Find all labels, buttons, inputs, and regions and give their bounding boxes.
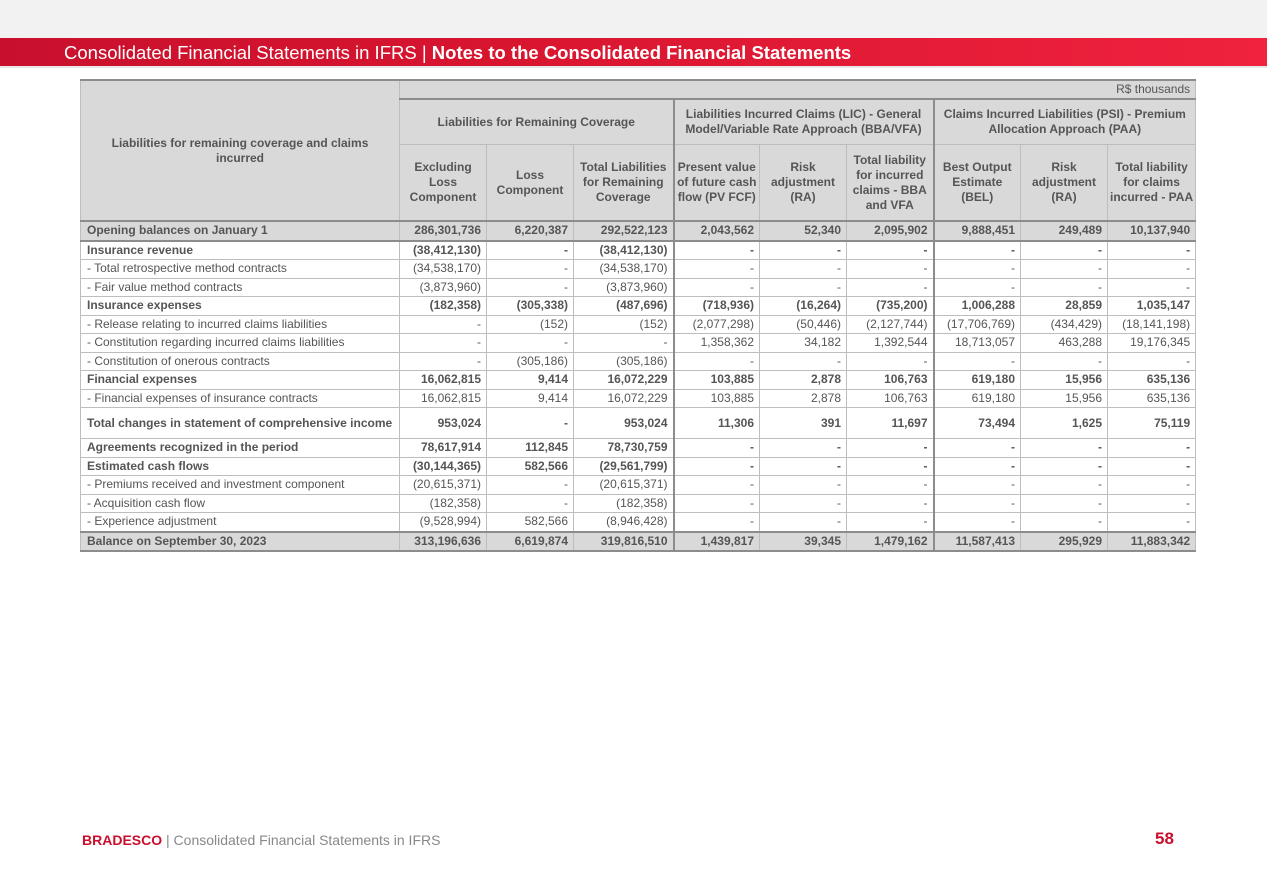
table-cell: 9,414: [487, 371, 574, 390]
financial-table: [80, 79, 1196, 552]
table-row: [81, 297, 1196, 316]
table-cell: -: [487, 476, 574, 495]
table-cell: 1,006,288: [934, 297, 1021, 316]
column-header: Total Liabilities for Remaining Coverage: [574, 145, 674, 222]
row-label: - Release relating to incurred claims liabilities: [81, 315, 400, 334]
table-cell: 582,566: [487, 513, 574, 532]
row-label: - Experience adjustment: [81, 513, 400, 532]
brand-name: BRADESCO: [82, 832, 163, 848]
table-cell: 11,587,413: [934, 532, 1021, 552]
column-header: Loss Component: [487, 145, 574, 222]
table-cell: 619,180: [934, 389, 1021, 408]
table-cell: -: [847, 476, 934, 495]
table-cell: -: [487, 278, 574, 297]
table-cell: -: [674, 260, 760, 279]
table-cell: -: [1108, 494, 1196, 513]
table-row: [81, 241, 1196, 260]
table-cell: 1,439,817: [674, 532, 760, 552]
table-cell: -: [760, 513, 847, 532]
table-cell: 2,095,902: [847, 221, 934, 241]
table-cell: 582,566: [487, 457, 574, 476]
table-cell: (50,446): [760, 315, 847, 334]
table-cell: -: [760, 439, 847, 458]
footer-text: BRADESCO | Consolidated Financial Statements in IFRS: [82, 832, 441, 848]
table-row: [81, 513, 1196, 532]
table-cell: (735,200): [847, 297, 934, 316]
table-cell: -: [487, 408, 574, 439]
table-cell: (305,186): [487, 352, 574, 371]
table-cell: -: [934, 476, 1021, 495]
table-cell: -: [674, 476, 760, 495]
column-header: Risk adjustment (RA): [1021, 145, 1108, 222]
table-cell: -: [847, 352, 934, 371]
row-label: - Constitution of onerous contracts: [81, 352, 400, 371]
table-cell: 11,697: [847, 408, 934, 439]
table-cell: 78,617,914: [400, 439, 487, 458]
table-cell: 295,929: [1021, 532, 1108, 552]
table-row: [81, 334, 1196, 353]
table-cell: -: [487, 260, 574, 279]
table-cell: -: [1108, 278, 1196, 297]
table-cell: 78,730,759: [574, 439, 674, 458]
row-label: - Total retrospective method contracts: [81, 260, 400, 279]
column-header: Total liability for claims incurred - PAA: [1108, 145, 1196, 222]
table-cell: 106,763: [847, 389, 934, 408]
table-cell: (38,412,130): [400, 241, 487, 260]
table-cell: 11,306: [674, 408, 760, 439]
row-label: - Acquisition cash flow: [81, 494, 400, 513]
table-cell: -: [1021, 241, 1108, 260]
table-cell: (34,538,170): [574, 260, 674, 279]
table-cell: 106,763: [847, 371, 934, 390]
table-cell: 15,956: [1021, 371, 1108, 390]
table-cell: -: [487, 241, 574, 260]
table-cell: (182,358): [574, 494, 674, 513]
row-label: - Premiums received and investment component: [81, 476, 400, 495]
table-cell: (3,873,960): [574, 278, 674, 297]
table-cell: (20,615,371): [400, 476, 487, 495]
table-cell: -: [934, 278, 1021, 297]
table-cell: -: [674, 457, 760, 476]
top-strip: [0, 0, 1267, 38]
table-cell: -: [400, 334, 487, 353]
corner-label: Liabilities for remaining coverage and claims incurred: [81, 80, 400, 221]
table-row: [81, 371, 1196, 390]
table-cell: 1,479,162: [847, 532, 934, 552]
table-cell: -: [1021, 439, 1108, 458]
table-cell: -: [1021, 260, 1108, 279]
row-label: Opening balances on January 1: [81, 221, 400, 241]
row-label: - Fair value method contracts: [81, 278, 400, 297]
table-cell: 10,137,940: [1108, 221, 1196, 241]
group-header: Liabilities for Remaining Coverage: [400, 99, 674, 145]
table-cell: (152): [487, 315, 574, 334]
table-cell: 19,176,345: [1108, 334, 1196, 353]
table-cell: 34,182: [760, 334, 847, 353]
row-label: Balance on September 30, 2023: [81, 532, 400, 552]
table-cell: -: [1021, 278, 1108, 297]
table-cell: -: [760, 241, 847, 260]
table-cell: (2,127,744): [847, 315, 934, 334]
row-label: Financial expenses: [81, 371, 400, 390]
table-cell: -: [847, 457, 934, 476]
table-cell: (2,077,298): [674, 315, 760, 334]
column-header: Excluding Loss Component: [400, 145, 487, 222]
table-cell: 9,888,451: [934, 221, 1021, 241]
table-row: [81, 221, 1196, 241]
table-cell: -: [1021, 494, 1108, 513]
group-header: Liabilities Incurred Claims (LIC) - General Model/Variable Rate Approach (BBA/VFA): [674, 99, 934, 145]
table-cell: -: [1108, 439, 1196, 458]
table-cell: -: [1021, 513, 1108, 532]
table-row: [81, 532, 1196, 552]
row-label: Insurance expenses: [81, 297, 400, 316]
page-number: 58: [1155, 829, 1174, 848]
table-cell: -: [760, 260, 847, 279]
table-cell: 1,035,147: [1108, 297, 1196, 316]
page-title: Consolidated Financial Statements in IFRS | Notes to the Consolidated Financial Statements: [64, 42, 852, 63]
table-cell: (20,615,371): [574, 476, 674, 495]
table-cell: 292,522,123: [574, 221, 674, 241]
row-label: Insurance revenue: [81, 241, 400, 260]
table-cell: 2,878: [760, 371, 847, 390]
table-row: [81, 476, 1196, 495]
group-header: Claims Incurred Liabilities (PSI) - Premium Allocation Approach (PAA): [934, 99, 1196, 145]
table-row: [81, 352, 1196, 371]
table-cell: 52,340: [760, 221, 847, 241]
table-cell: 619,180: [934, 371, 1021, 390]
header-banner: [0, 38, 1267, 68]
table-cell: 953,024: [574, 408, 674, 439]
table-cell: -: [674, 513, 760, 532]
table-cell: (305,338): [487, 297, 574, 316]
table-cell: -: [574, 334, 674, 353]
table-cell: (434,429): [1021, 315, 1108, 334]
table-cell: -: [760, 494, 847, 513]
table-cell: (16,264): [760, 297, 847, 316]
table-cell: -: [760, 476, 847, 495]
table-cell: -: [760, 352, 847, 371]
table-cell: (152): [574, 315, 674, 334]
table-cell: 75,119: [1108, 408, 1196, 439]
table-cell: 18,713,057: [934, 334, 1021, 353]
table-cell: -: [847, 260, 934, 279]
table-cell: 2,043,562: [674, 221, 760, 241]
table-cell: 103,885: [674, 371, 760, 390]
table-cell: -: [400, 315, 487, 334]
table-cell: (8,946,428): [574, 513, 674, 532]
table-cell: -: [934, 241, 1021, 260]
table-cell: 2,878: [760, 389, 847, 408]
table-cell: 463,288: [1021, 334, 1108, 353]
table-cell: (182,358): [400, 494, 487, 513]
table-cell: -: [1021, 352, 1108, 371]
table-cell: (487,696): [574, 297, 674, 316]
column-header: Risk adjustment (RA): [760, 145, 847, 222]
table-cell: 391: [760, 408, 847, 439]
table-cell: -: [674, 439, 760, 458]
table-cell: -: [760, 278, 847, 297]
table-cell: (30,144,365): [400, 457, 487, 476]
table-cell: -: [487, 494, 574, 513]
table-cell: 1,392,544: [847, 334, 934, 353]
table-cell: (29,561,799): [574, 457, 674, 476]
unit-label: R$ thousands: [400, 80, 1196, 99]
table-cell: 112,845: [487, 439, 574, 458]
table-cell: (18,141,198): [1108, 315, 1196, 334]
column-header: Total liability for incurred claims - BBA and VFA: [847, 145, 934, 222]
table-cell: 16,072,229: [574, 389, 674, 408]
table-cell: 6,619,874: [487, 532, 574, 552]
table-cell: -: [934, 513, 1021, 532]
table-cell: -: [760, 457, 847, 476]
table-cell: -: [1021, 457, 1108, 476]
table-cell: 6,220,387: [487, 221, 574, 241]
table-cell: -: [1108, 513, 1196, 532]
table-cell: (3,873,960): [400, 278, 487, 297]
table-cell: -: [847, 439, 934, 458]
table-cell: -: [674, 241, 760, 260]
table-cell: -: [400, 352, 487, 371]
table-cell: 16,062,815: [400, 389, 487, 408]
table-row: [81, 278, 1196, 297]
column-header: Present value of future cash flow (PV FCF): [674, 145, 760, 222]
table-cell: -: [1021, 476, 1108, 495]
table-cell: (182,358): [400, 297, 487, 316]
table-cell: 9,414: [487, 389, 574, 408]
table-cell: 313,196,636: [400, 532, 487, 552]
table-cell: 39,345: [760, 532, 847, 552]
table-cell: (305,186): [574, 352, 674, 371]
table-row: [81, 260, 1196, 279]
table-cell: -: [674, 494, 760, 513]
table-cell: (34,538,170): [400, 260, 487, 279]
row-label: - Constitution regarding incurred claims liabilities: [81, 334, 400, 353]
table-cell: -: [1108, 457, 1196, 476]
table-cell: -: [674, 278, 760, 297]
table-cell: 15,956: [1021, 389, 1108, 408]
row-label: Estimated cash flows: [81, 457, 400, 476]
table-cell: -: [1108, 241, 1196, 260]
table-cell: (38,412,130): [574, 241, 674, 260]
table-cell: 1,358,362: [674, 334, 760, 353]
table-cell: 16,072,229: [574, 371, 674, 390]
table-cell: -: [934, 494, 1021, 513]
column-header: Best Output Estimate (BEL): [934, 145, 1021, 222]
table-cell: (718,936): [674, 297, 760, 316]
table-cell: -: [1108, 260, 1196, 279]
table-cell: (9,528,994): [400, 513, 487, 532]
table-row: [81, 439, 1196, 458]
table-cell: -: [934, 260, 1021, 279]
table-cell: -: [674, 352, 760, 371]
table-cell: 286,301,736: [400, 221, 487, 241]
table-cell: -: [934, 439, 1021, 458]
table-cell: -: [847, 494, 934, 513]
table-cell: 28,859: [1021, 297, 1108, 316]
table-row: [81, 494, 1196, 513]
table-cell: 73,494: [934, 408, 1021, 439]
table-cell: (17,706,769): [934, 315, 1021, 334]
table-cell: -: [934, 457, 1021, 476]
table-cell: 635,136: [1108, 389, 1196, 408]
table-cell: 16,062,815: [400, 371, 487, 390]
table-cell: 249,489: [1021, 221, 1108, 241]
table-cell: 11,883,342: [1108, 532, 1196, 552]
row-label: Agreements recognized in the period: [81, 439, 400, 458]
table-cell: -: [487, 334, 574, 353]
table-cell: 953,024: [400, 408, 487, 439]
table-cell: -: [934, 352, 1021, 371]
table-cell: 1,625: [1021, 408, 1108, 439]
table-row: [81, 457, 1196, 476]
table-cell: -: [847, 241, 934, 260]
table-row: [81, 389, 1196, 408]
row-label: - Financial expenses of insurance contracts: [81, 389, 400, 408]
table-row: [81, 408, 1196, 439]
table-cell: -: [1108, 476, 1196, 495]
table-cell: 635,136: [1108, 371, 1196, 390]
table-cell: 319,816,510: [574, 532, 674, 552]
row-label: Total changes in statement of comprehensive income: [81, 408, 400, 439]
table-cell: 103,885: [674, 389, 760, 408]
table-row: [81, 315, 1196, 334]
table-cell: -: [847, 278, 934, 297]
table-cell: -: [1108, 352, 1196, 371]
table-cell: -: [847, 513, 934, 532]
